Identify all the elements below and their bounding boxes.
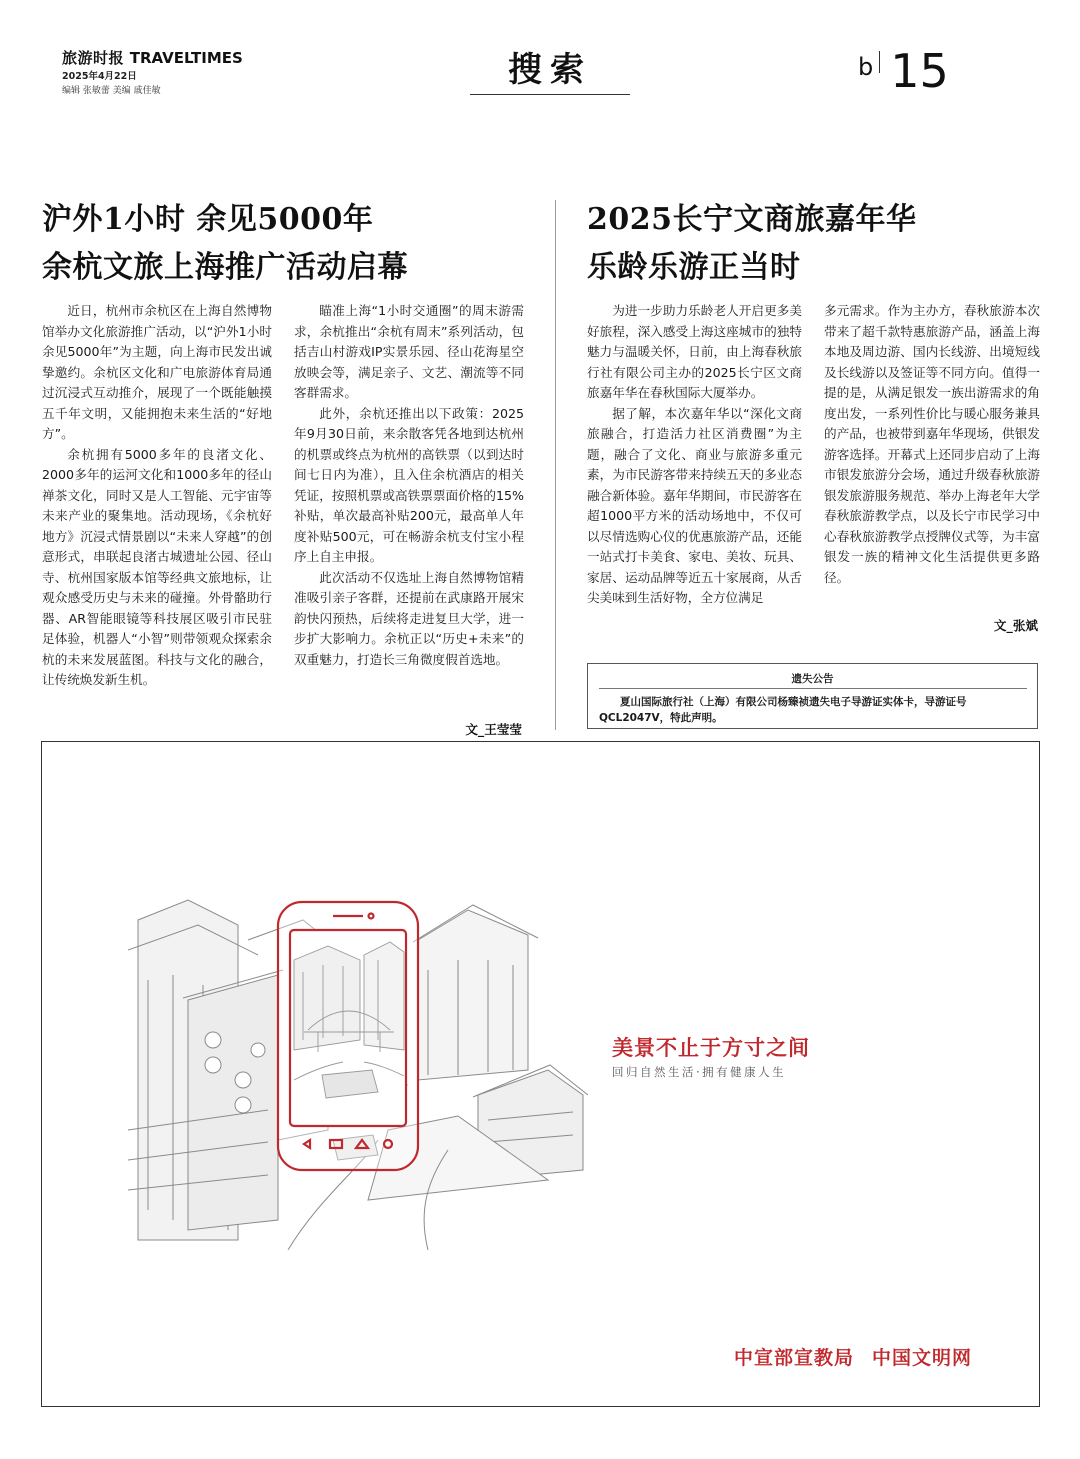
water-town-illustration — [128, 880, 588, 1250]
page-divider — [879, 51, 880, 73]
left-article-byline: 文_王莹莹 — [465, 722, 522, 737]
left-headline-line-1: 沪外1小时 余见5000年 — [42, 202, 374, 237]
paragraph: 此外，余杭还推出以下政策：2025年9月30日前，来余散客凭各地到达杭州的机票或终点为杭州的高铁票（以到达时间七日内为准），且入住余杭酒店的相关凭证，按照机票或高铁票票面价格的15%补贴，单次最高补贴200元，最高单人年度补贴500元，可在畅游余杭支付宝小程序上自主申报。 — [294, 405, 524, 564]
page-number-value: 15 — [890, 44, 949, 98]
brand-en: TRAVELTIMES — [129, 49, 243, 67]
section-title: 搜索 — [508, 50, 592, 90]
advert-subslogan: 回归自然生活·拥有健康人生 — [612, 1065, 787, 1079]
notice-body: 夏山国际旅行社（上海）有限公司杨臻祯遗失电子导游证实体卡，导游证号QCL2047V，特此声明。 — [599, 696, 967, 724]
right-article-byline: 文_张斌 — [993, 618, 1038, 633]
page-prefix: b — [858, 53, 874, 81]
right-headline-line-1: 2025长宁文商旅嘉年华 — [587, 202, 917, 237]
paragraph: 多元需求。作为主办方，春秋旅游本次带来了超千款特惠旅游产品，涵盖上海本地及周边游、国内长线游、出境短线及长线游以及签证等不同方向。值得一提的是，从满足银发一族出游需求的角度出发，一系列性价比与暖心服务兼具的产品，也被带到嘉年华现场，供银发游客选择。开幕式上还同步启动了上海市银发旅游分会场，通过升级春秋旅游银发旅游服务规范、举办上海老年大学春秋旅游教学点，以及长宁市民学习中心春秋旅游教学点授牌仪式等，为丰富银发一族的精神文化生活提供更多路径。 — [824, 303, 1040, 585]
sponsor-2: 中国文明网 — [871, 1347, 972, 1369]
right-article-headline — [587, 196, 917, 292]
page-number — [858, 44, 949, 98]
right-article-column-1 — [587, 301, 802, 609]
advert-slogan: 美景不止于方寸之间 — [612, 1035, 810, 1060]
right-headline-line-2: 乐龄乐游正当时 — [587, 250, 801, 285]
column-divider — [555, 200, 556, 730]
paragraph: 瞄准上海“1小时交通圈”的周末游需求，余杭推出“余杭有周末”系列活动，包括吉山村游戏IP实景乐园、径山花海星空放映会等，满足亲子、文艺、潮流等不同客群需求。 — [294, 303, 524, 400]
issue-date: 2025年4月22日 — [62, 71, 137, 82]
paragraph: 据了解，本次嘉年华以“深化文商旅融合，打造活力社区消费圈”为主题，融合了文化、商业与旅游多重元素，为市民游客带来持续五天的多业态融合新体验。嘉年华期间，市民游客在超1000平方米的活动场地中，不仅可以尽情选购心仪的优惠旅游产品，还能一站式打卡美食、家电、美妆、玩具、家居、运动品牌等近五十家展商，从舌尖美味到生活好物，全方位满足 — [587, 405, 802, 605]
notice-title: 遗失公告 — [791, 673, 834, 685]
paragraph: 为进一步助力乐龄老人开启更多美好旅程，深入感受上海这座城市的独特魅力与温暖关怀，日前，由上海春秋旅行社有限公司主办的2025长宁区文商旅嘉年华在春秋国际大厦举办。 — [587, 303, 802, 400]
advert-sponsors — [700, 1343, 972, 1370]
sponsor-1: 中宣部宣教局 — [733, 1347, 854, 1369]
left-article-column-1 — [42, 301, 272, 691]
editors-line: 编辑 张敏蕾 美编 戚佳敏 — [62, 86, 161, 96]
notice-rule — [599, 688, 1027, 689]
paragraph: 此次活动不仅选址上海自然博物馆精准吸引亲子客群，还提前在武康路开展宋韵快闪预热，后续将走进复旦大学，进一步扩大影响力。余杭正以“历史+未来”的双重魅力，打造长三角微度假首选地。 — [294, 569, 524, 667]
section-underline — [470, 94, 630, 95]
newspaper-brand — [62, 47, 243, 68]
left-article-column-2 — [294, 301, 524, 670]
brand-cn: 旅游时报 — [62, 49, 125, 67]
paragraph: 余杭拥有5000多年的良渚文化、2000多年的运河文化和1000多年的径山禅茶文化，同时又是人工智能、元宇宙等未来产业的聚集地。活动现场，《余杭好地方》沉浸式情景剧以“未来人穿越”的创意形式，串联起良渚古城遗址公园、径山寺、杭州国家版本馆等经典文旅地标，让观众感受历史与未来的碰撞。外骨骼助行器、AR智能眼镜等科技展区吸引市民驻足体验，机器人“小智”则带领观众探索余杭的未来发展蓝图。科技与文化的融合，让传统焕发新生机。 — [42, 446, 272, 687]
left-headline-line-2: 余杭文旅上海推广活动启幕 — [42, 250, 408, 285]
paragraph: 近日，杭州市余杭区在上海自然博物馆举办文化旅游推广活动，以“沪外1小时 余见5000年”为主题，向上海市民发出诚挚邀约。余杭区文化和广电旅游体育局通过沉浸式互动推介，展现了一个既能触摸五千年文明，又能拥抱未来生活的“好地方”。 — [42, 303, 272, 441]
left-article-headline — [42, 196, 408, 292]
right-article-column-2 — [824, 301, 1040, 588]
